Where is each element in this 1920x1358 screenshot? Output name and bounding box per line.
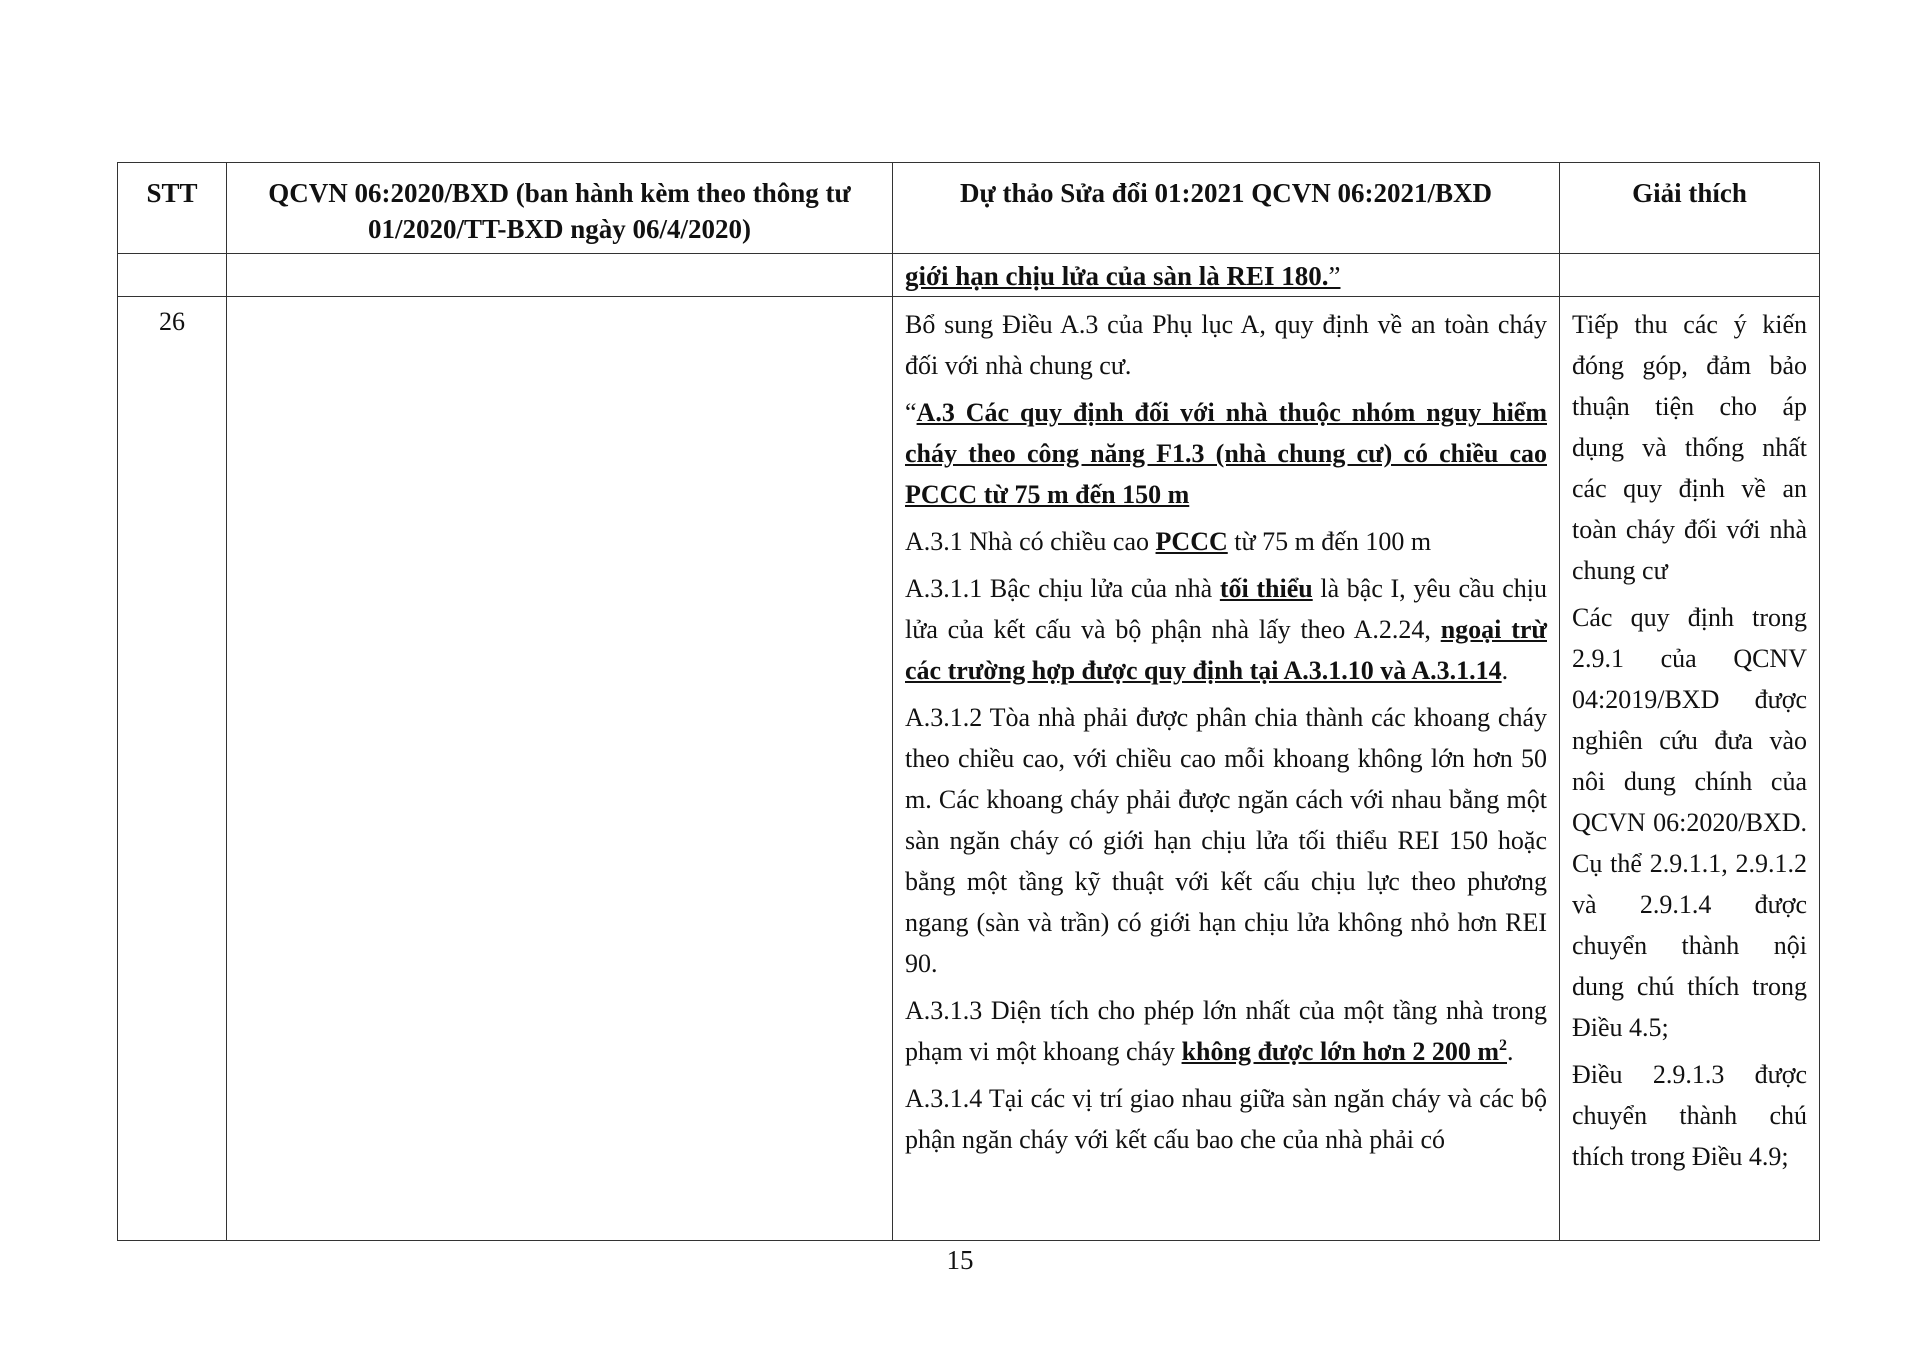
heading-open-quote: “ <box>905 398 917 427</box>
header-stt: STT <box>118 163 227 254</box>
a311-end: . <box>1501 656 1509 685</box>
page-number: 15 <box>946 1245 974 1275</box>
a313-text: A.3.1.3 Diện tích cho phép lớn nhất của một tầng nhà trong phạm vi một khoang cháy <box>905 996 1547 1066</box>
row-stt: 26 <box>118 297 227 1241</box>
a311-mid: là bậc I, yêu cầu chịu lửa của kết cấu và bộ phận nhà lấy theo A.2.24, <box>905 574 1547 644</box>
note-1: Tiếp thu các ý kiến đóng góp, đảm bảo thuận tiện cho áp dụng và thống nhất các quy định về an toàn cháy đối với nhà chung cư <box>1572 310 1807 585</box>
header-draft: Dự thảo Sửa đổi 01:2021 QCVN 06:2021/BXD <box>893 163 1560 254</box>
a31-bold: PCCC <box>1155 527 1228 556</box>
note-2: Các quy định trong 2.9.1 của QCNV 04:2019/BXD được nghiên cứu đưa vào nôi dung chính của QCVN 06:2020/BXD. Cụ thể 2.9.1.1, 2.9.1.2 và 2.9.1.4 được chuyển thành nội dung chú thích trong Điều 4.5; <box>1572 603 1807 1042</box>
a313-bold-wrap <box>1182 1037 1507 1066</box>
cont-draft-cell <box>893 254 1560 297</box>
a311-bold: tối thiểu <box>1219 574 1313 603</box>
row-old-cell <box>227 297 893 1241</box>
a311-bold-2: ngoại trừ các trường hợp được quy định tại A.3.1.10 và A.3.1.14 <box>905 615 1547 685</box>
a313-superscript: 2 <box>1499 1037 1507 1054</box>
draft-a314: A.3.1.4 Tại các vị trí giao nhau giữa sàn ngăn cháy và các bộ phận ngăn cháy với kết cấu bao che của nhà phải có <box>905 1084 1547 1154</box>
continuation-row <box>118 254 1820 297</box>
cont-draft-text: giới hạn chịu lửa của sàn là REI 180. <box>905 261 1329 291</box>
row-note-cell <box>1560 297 1820 1241</box>
draft-intro: Bổ sung Điều A.3 của Phụ lục A, quy định về an toàn cháy đối với nhà chung cư. <box>905 310 1547 380</box>
a313-end: . <box>1507 1037 1514 1066</box>
row-draft-cell <box>893 297 1560 1241</box>
a31-text-end: từ 75 m đến 100 m <box>1227 527 1432 556</box>
table-row-26 <box>118 297 1820 1241</box>
cont-stt-cell <box>118 254 227 297</box>
draft-a312: A.3.1.2 Tòa nhà phải được phân chia thành các khoang cháy theo chiều cao, với chiều cao mỗi khoang không lớn hơn 50 m. Các khoang cháy phải được ngăn cách với nhau bằng một sàn ngăn cháy có giới hạn chịu lửa tối thiểu REI 150 hoặc bằng một tầng kỹ thuật với kết cấu chịu lực theo phương ngang (sàn và trần) có giới hạn chịu lửa không nhỏ hơn REI 90. <box>905 703 1547 978</box>
a313-bold: không được lớn hơn 2 200 m <box>1181 1037 1499 1066</box>
note-3: Điều 2.9.1.3 được chuyển thành chú thích trong Điều 4.9; <box>1572 1060 1807 1171</box>
draft-heading: A.3 Các quy định đối với nhà thuộc nhóm nguy hiểm cháy theo công năng F1.3 (nhà chung cư) có chiều cao PCCC từ 75 m đến 150 m <box>905 398 1547 509</box>
comparison-table <box>117 162 1820 1241</box>
draft-heading-para <box>905 392 1547 515</box>
a311-text: A.3.1.1 Bậc chịu lửa của nhà <box>905 574 1220 603</box>
cont-closing-quote: ” <box>1328 261 1341 291</box>
cont-note-cell <box>1560 254 1820 297</box>
draft-a31 <box>905 521 1547 562</box>
cont-old-cell <box>227 254 893 297</box>
draft-a311 <box>905 568 1547 691</box>
table-header-row <box>118 163 1820 254</box>
header-explanation: Giải thích <box>1560 163 1820 254</box>
header-old-standard: QCVN 06:2020/BXD (ban hành kèm theo thông tư 01/2020/TT-BXD ngày 06/4/2020) <box>227 163 893 254</box>
draft-a313 <box>905 990 1547 1072</box>
a31-text: A.3.1 Nhà có chiều cao <box>905 527 1156 556</box>
